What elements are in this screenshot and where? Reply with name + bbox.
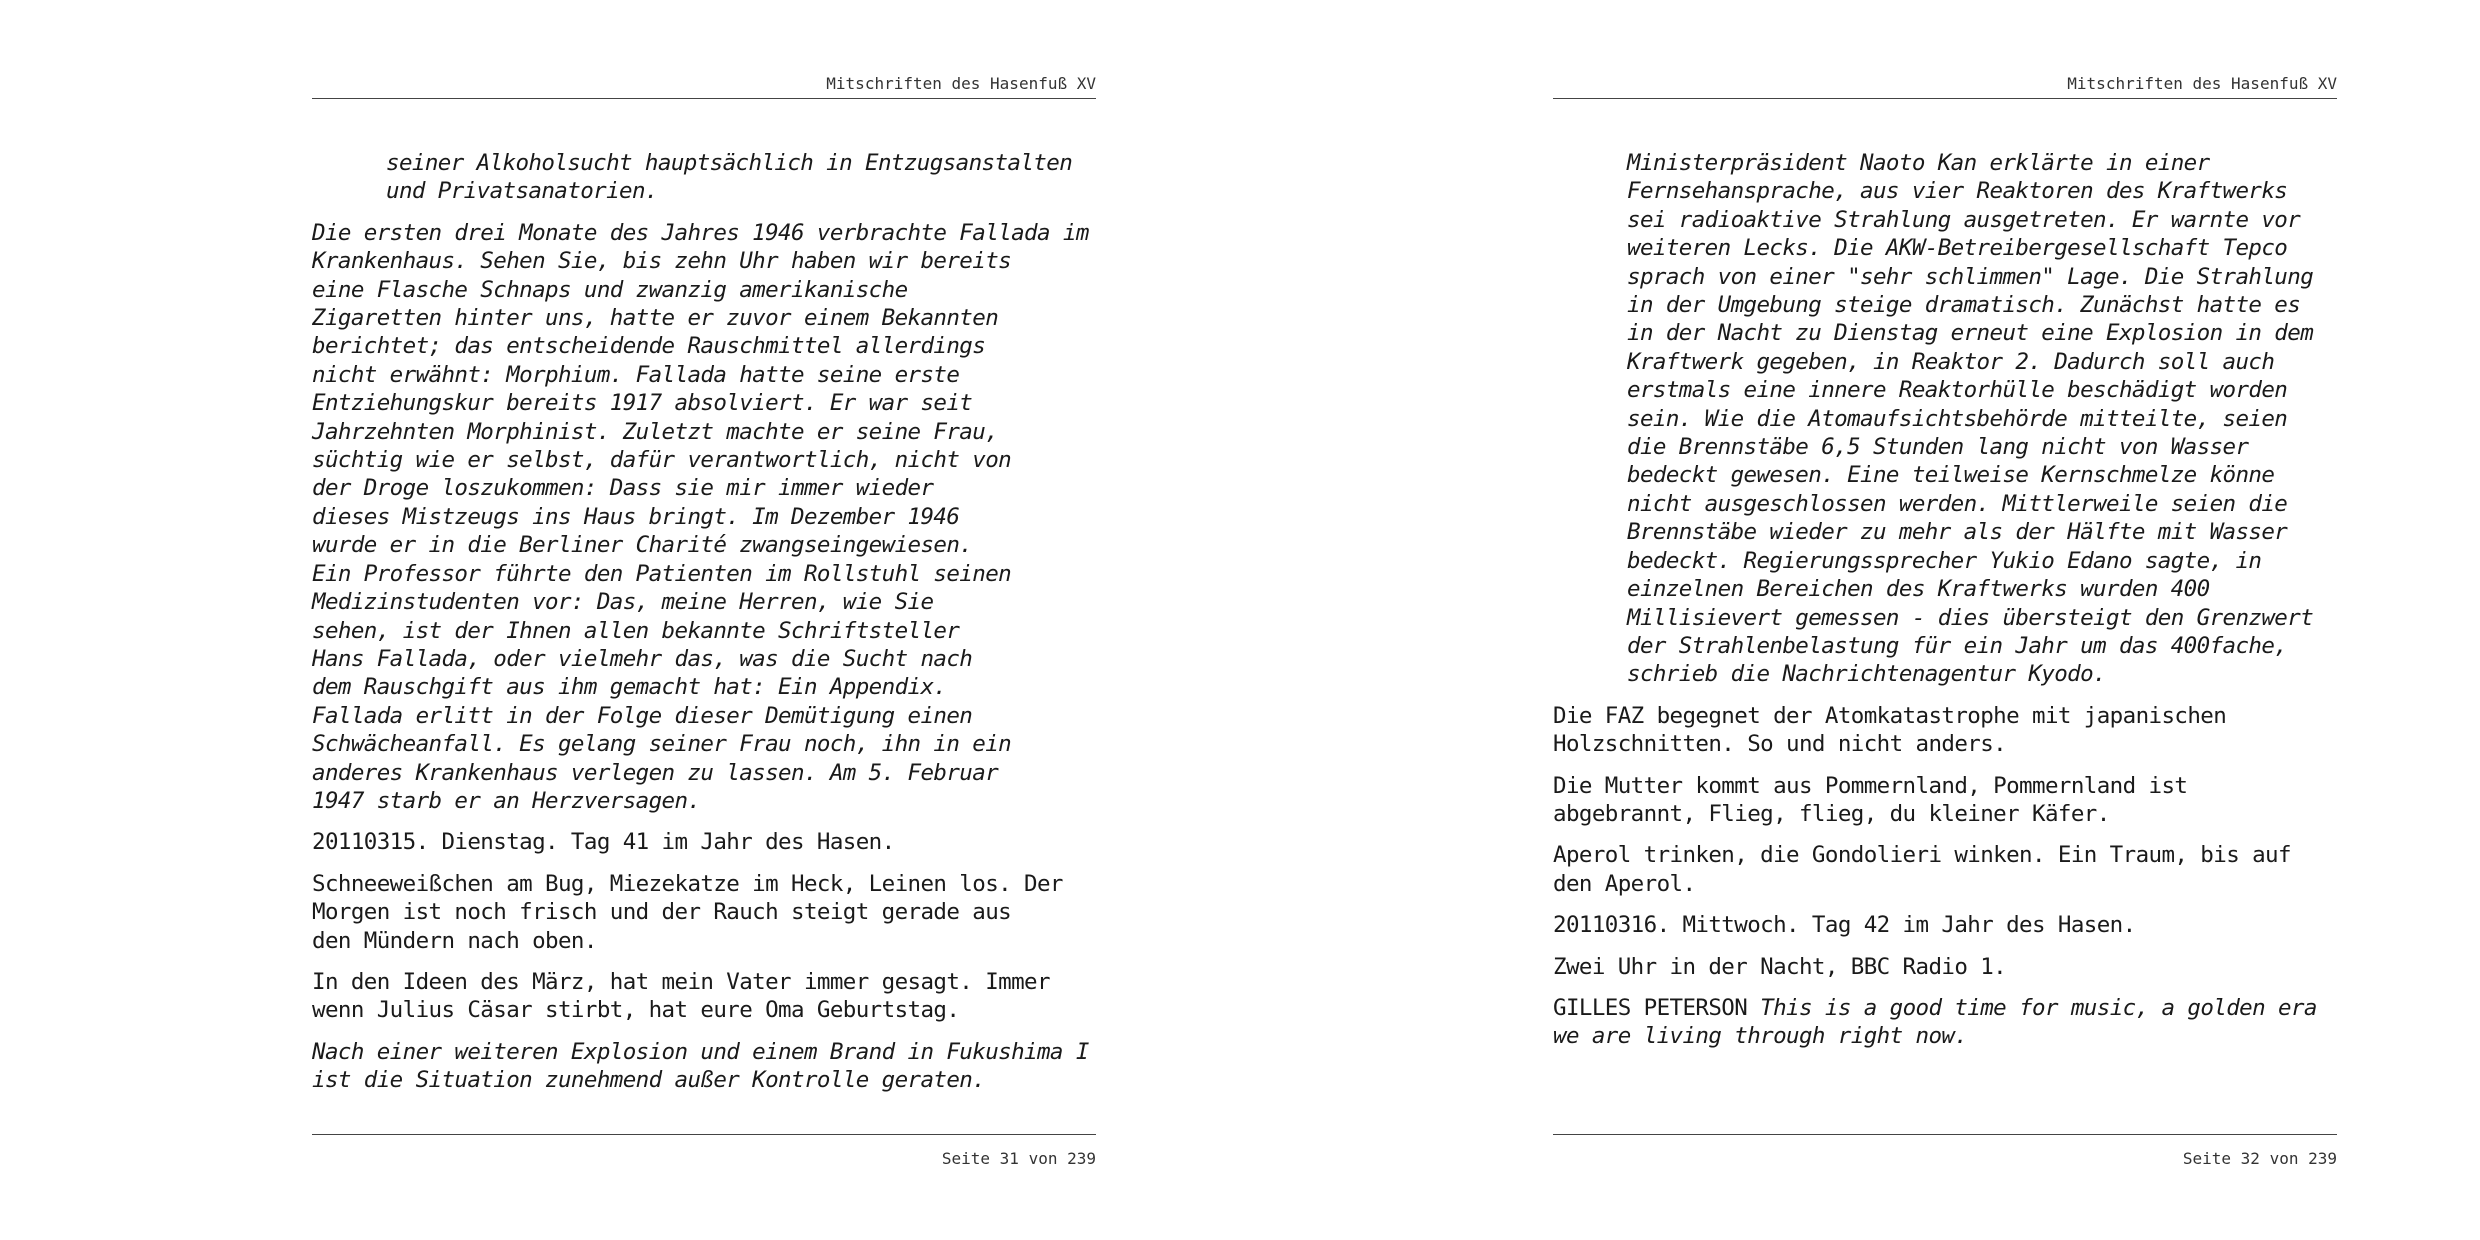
quote-text: This is a good time for music, a golden era [1760, 994, 2317, 1021]
paragraph-continuation: seiner Alkoholsucht hauptsächlich in Entzugsanstalten und Privatsanatorien. [386, 150, 1073, 205]
diary-date-entry: 20110315. Dienstag. Tag 41 im Jahr des Hasen. [312, 829, 895, 856]
paragraph-naoto-kan: Ministerpräsident Naoto Kan erklärte in einer Fernsehansprache, aus vier Reaktoren des Kraftwerks sei radioaktive Strahlung ausgetreten. Er warnte vor weiteren Lecks. Die AKW-Betreibergesellschaft Tepco sprach von einer "sehr schlimmen" Lage. Die Strahlung in der Umgebung steige dramatisch. Zunächst hatte es in der Nacht zu Dienstag erneut eine Explosion in dem Kraftwerk gegeben, in Reaktor 2. Dadurch soll auch erstmals eine innere Reaktorhülle beschädigt worden sein. Wie die Atomaufsichtsbehörde mitteilte, seien die Brennstäbe 6,5 Stunden lang nicht von Wasser bedeckt gewesen. Eine teilweise Kernschmelze könne nicht ausgeschlossen werden. Mittlerweile seien die Brennstäbe wieder zu mehr als der Hälfte mit Wasser bedeckt. Regierungssprecher Yukio Edano sagte, in einzelnen Bereichen des Kraftwerks wurden 400 Millisievert gemessen - dies übersteigt den Grenzwert der Strahlenbelastung für ein Jahr um das 400fache, schrieb die Nachrichtenagentur Kyodo. [1627, 150, 2314, 688]
paragraph-pommernland: Die Mutter kommt aus Pommernland, Pommernland ist abgebrannt, Flieg, flieg, du kleiner Käfer. [1553, 772, 2188, 827]
paragraph-schneeweisschen: Schneeweißchen am Bug, Miezekatze im Heck, Leinen los. Der Morgen ist noch frisch und der Rauch steigt gerade aus den Mündern nach oben. [312, 870, 1063, 954]
paragraph-bbc-radio: Zwei Uhr in der Nacht, BBC Radio 1. [1553, 953, 2007, 980]
page-number: Seite 32 von 239 [2182, 1149, 2337, 1168]
running-header: Mitschriften des Hasenfuß XV [826, 74, 1096, 93]
paragraph-fukushima: Nach einer weiteren Explosion und einem Brand in Fukushima I ist die Situation zunehmend außer Kontrolle geraten. [312, 1038, 1089, 1094]
paragraph-aperol: Aperol trinken, die Gondolieri winken. Ein Traum, bis auf den Aperol. [1553, 842, 2291, 897]
header-rule [312, 98, 1096, 99]
footer-rule [312, 1134, 1096, 1135]
paragraph-gilles-peterson: GILLES PETERSON This is a good time for music, a golden era we are living through right now. [1553, 994, 2317, 1050]
diary-date-entry: 20110316. Mittwoch. Tag 42 im Jahr des Hasen. [1553, 912, 2136, 939]
page-left [312, 0, 1096, 1240]
page-body [312, 149, 1096, 1108]
running-header: Mitschriften des Hasenfuß XV [2067, 74, 2337, 93]
speaker-name: GILLES PETERSON [1553, 994, 1748, 1021]
paragraph-faz: Die FAZ begegnet der Atomkatastrophe mit japanischen Holzschnitten. So und nicht anders. [1553, 702, 2227, 758]
footer-rule [1553, 1134, 2337, 1135]
paragraph-fallada: Die ersten drei Monate des Jahres 1946 verbrachte Fallada im Krankenhaus. Sehen Sie, bis zehn Uhr haben wir bereits eine Flasche Schnaps und zwanzig amerikanische Zigaretten hinter uns, hatte er zuvor einem Bekannten berichtet; das entscheidende Rauschmittel allerdings nicht erwähnt: Morphium. Fallada hatte seine erste Entziehungskur bereits 1917 absolviert. Er war seit Jahrzehnten Morphinist. Zuletzt machte er seine Frau, süchtig wie er selbst, dafür verantwortlich, nicht von der Droge loszukommen: Dass sie mir immer wieder dieses Mistzeugs ins Haus bringt. Im Dezember 1946 wurde er in die Berliner Charité zwangseingewiesen. Ein Professor führte den Patienten im Rollstuhl seinen Medizinstudenten vor: Das, meine Herren, wie Sie sehen, ist der Ihnen allen bekannte Schriftsteller Hans Fallada, oder vielmehr das, was die Sucht nach dem Rauschgift aus ihm gemacht hat: Ein Appendix. Fallada erlitt in der Folge dieser Demütigung einen Schwächeanfall. Es gelang seiner Frau noch, ihn in ein anderes Krankenhaus verlegen zu lassen. Am 5. Februar 1947 starb er an Herzversagen. [312, 219, 1089, 814]
page-body [1553, 149, 2337, 1064]
paragraph-ideen-des-maerz: In den Ideen des März, hat mein Vater immer gesagt. Immer wenn Julius Cäsar stirbt, hat eure Oma Geburtstag. [312, 968, 1050, 1024]
page-number: Seite 31 von 239 [941, 1149, 1096, 1168]
page-right [1553, 0, 2337, 1240]
header-rule [1553, 98, 2337, 99]
